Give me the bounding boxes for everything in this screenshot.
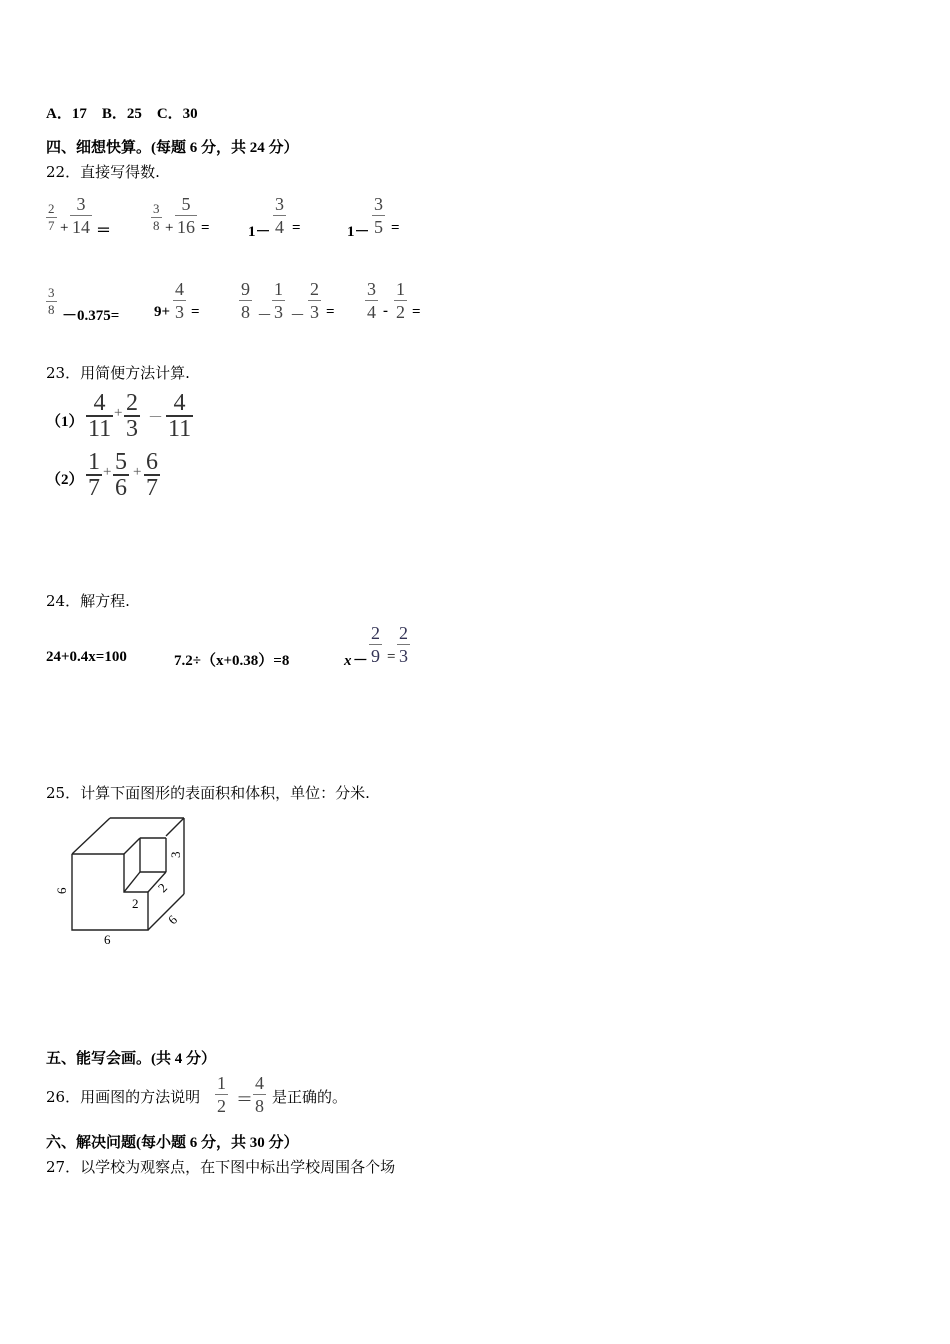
fraction: 2 9 — [371, 623, 380, 666]
expression-rest: －0.375= — [62, 308, 120, 324]
dim-left: 6 — [54, 887, 69, 894]
fraction: 2 3 — [126, 390, 138, 442]
q26-prefix: 26．用画图的方法说明 — [46, 1088, 201, 1106]
minus-sign: － — [257, 308, 273, 324]
q23-label: 23．用简便方法计算. — [46, 364, 190, 382]
fraction: 3 4 — [275, 194, 284, 237]
fraction: 3 8 — [48, 285, 55, 317]
minus-sign: － — [290, 308, 306, 324]
expression-lead: 9+ — [154, 304, 171, 320]
q24-label: 24．解方程. — [46, 592, 130, 610]
fraction: 5 16 — [177, 194, 195, 237]
fraction: 2 3 — [310, 279, 319, 322]
plus-sign: + — [60, 220, 69, 236]
solid-figure-diagram — [50, 812, 200, 952]
section4-title: 四、细想快算。(每题 6 分，共 24 分） — [46, 140, 299, 156]
equals-sign: = — [191, 304, 200, 320]
equals-sign: ＝ — [236, 1090, 253, 1109]
section6-title: 六、解决问题(每小题 6 分，共 30 分） — [46, 1135, 299, 1151]
dim-depth: 6 — [164, 911, 181, 928]
section5-title: 五、能写会画。(共 4 分） — [46, 1051, 216, 1067]
plus-sign: + — [103, 464, 112, 480]
fraction: 3 5 — [374, 194, 383, 237]
equals-sign: = — [387, 649, 396, 665]
fraction: 4 3 — [175, 279, 184, 322]
expression-lead: x－ — [344, 653, 367, 669]
equals-sign: = — [292, 220, 301, 236]
fraction: 9 8 — [241, 279, 250, 322]
equation-2: 7.2÷（x+0.38）=8 — [174, 653, 290, 669]
equals-sign: = — [391, 220, 400, 236]
equals-sign: = — [412, 304, 421, 320]
dim-bottom: 6 — [104, 932, 111, 947]
q25-label: 25．计算下面图形的表面积和体积，单位：分米. — [46, 784, 370, 802]
expression-lead: 1－ — [347, 224, 370, 240]
fraction: 1 7 — [88, 449, 100, 501]
fraction: 1 2 — [217, 1073, 226, 1116]
fraction: 4 11 — [88, 390, 112, 442]
fraction: 2 3 — [399, 623, 408, 666]
plus-sign: + — [133, 464, 142, 480]
fraction: 4 11 — [168, 390, 192, 442]
fraction: 5 6 — [115, 449, 127, 501]
plus-sign: + — [114, 405, 123, 421]
fraction: 6 7 — [146, 449, 158, 501]
equation-1: 24+0.4x=100 — [46, 649, 127, 665]
fraction: 3 4 — [367, 279, 376, 322]
plus-sign: + — [165, 220, 174, 236]
fraction: 4 8 — [255, 1073, 264, 1116]
fraction: 1 2 — [396, 279, 405, 322]
fraction: 3 8 — [153, 201, 160, 233]
equals-sign: ＝ — [96, 223, 112, 239]
equals-sign: = — [326, 304, 335, 320]
fraction: 1 3 — [274, 279, 283, 322]
equals-sign: = — [201, 220, 210, 236]
q27-text: 27．以学校为观察点，在下图中标出学校周围各个场 — [46, 1158, 396, 1176]
q22-label: 22．直接写得数. — [46, 163, 160, 181]
part-tag: （2） — [46, 472, 84, 488]
dim-notch-depth: 2 — [154, 879, 171, 896]
dim-notch-width: 2 — [132, 896, 139, 911]
fraction: 2 7 — [48, 201, 55, 233]
minus-sign: － — [148, 410, 164, 426]
fraction: 3 14 — [72, 194, 90, 237]
minus-sign: - — [383, 303, 388, 319]
dim-notch-height: 3 — [168, 851, 183, 858]
q26-suffix: 是正确的。 — [272, 1088, 348, 1106]
part-tag: （1） — [46, 414, 84, 430]
answer-options: A．17 B．25 C．30 — [46, 106, 198, 122]
expression-lead: 1－ — [248, 224, 271, 240]
